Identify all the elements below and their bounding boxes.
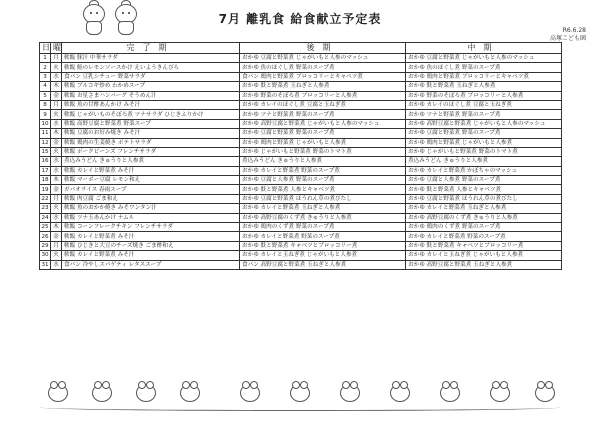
table-row bbox=[40, 119, 562, 128]
complete-stage-cell: 軟飯 魚のおかか焼き みそワンタン汁 bbox=[62, 204, 240, 213]
complete-stage-cell: 軟飯 高野豆腐と野菜煮 野菜スープ bbox=[62, 119, 240, 128]
middle-stage-cell: おかゆ 野菜のそぼろ煮 ブロッコリーと人参煮 bbox=[406, 91, 562, 100]
complete-stage-cell: 軟飯 カレイと野菜煮 みそ汁 bbox=[62, 232, 240, 241]
day-cell: 9 bbox=[40, 110, 51, 119]
table-row bbox=[40, 110, 562, 119]
late-stage-cell: おかゆ 鶏肉と野菜煮 じゃがいもと人参煮 bbox=[240, 138, 406, 147]
menu-table-body bbox=[40, 54, 562, 270]
weekday-cell: 木 bbox=[51, 223, 62, 232]
page-title: 7月 離乳食 給食献立予定表 bbox=[218, 12, 382, 26]
complete-stage-cell: 軟飯 ブルコギ炒め わかめスープ bbox=[62, 82, 240, 91]
late-stage-cell: おかゆ 麩と野菜煮 玉ねぎと人参煮 bbox=[240, 82, 406, 91]
day-cell: 24 bbox=[41, 214, 49, 221]
late-stage-cell: おかゆ 麩と野菜煮 キャベツとブロッコリー煮 bbox=[240, 241, 406, 250]
complete-stage-cell: 食パン 豆乳シチュー 野菜サラダ bbox=[62, 72, 240, 81]
late-stage-cell: おかゆ 鶏肉のくず煮 野菜のスープ煮 bbox=[240, 223, 406, 232]
late-stage-cell: おかゆ 豆腐と野菜煮 じゃがいもと人参のマッシュ bbox=[240, 54, 406, 63]
middle-stage-cell: おかゆ 麩と野菜煮 人参とキャベツ煮 bbox=[406, 185, 562, 194]
day-cell: 25 bbox=[41, 224, 49, 231]
weekday-cell: 月 bbox=[51, 194, 62, 203]
middle-stage-cell: おかゆ カレイと野菜煮 かぼちゃのマッシュ bbox=[406, 166, 562, 175]
header-complete-stage: 完了期 bbox=[62, 43, 240, 54]
late-stage-cell: おかゆ カレイのほぐし煮 豆腐と玉ねぎ煮 bbox=[240, 100, 406, 109]
weekday-cell: 金 bbox=[51, 232, 62, 241]
weekday-cell: 水 bbox=[51, 157, 62, 166]
table-row bbox=[40, 194, 562, 203]
weekday-cell: 金 bbox=[51, 185, 62, 194]
complete-stage-cell: ガパオライス 春雨スープ bbox=[62, 185, 240, 194]
complete-stage-cell: 軟飯 鶏肉の生姜焼き ポテトサラダ bbox=[62, 138, 240, 147]
late-stage-cell: おかゆ 麩と野菜煮 人参とキャベツ煮 bbox=[240, 185, 406, 194]
middle-stage-cell: おかゆ 豆腐と野菜煮 ほうれん草の煮びたし bbox=[406, 194, 562, 203]
late-stage-cell: 食パン 高野豆腐と野菜煮 玉ねぎと人参煮 bbox=[240, 260, 406, 269]
weekday-cell: 金 bbox=[51, 91, 62, 100]
animal-face-icon bbox=[535, 384, 555, 402]
complete-stage-cell: 食パン 冷やしスパゲティ レタススープ bbox=[62, 260, 240, 269]
organization-name: 高塚こども園 bbox=[549, 35, 586, 42]
day-cell: 18 bbox=[41, 177, 49, 184]
day-cell: 3 bbox=[40, 72, 51, 81]
animal-face-icon bbox=[290, 384, 310, 402]
middle-stage-cell: おかゆ 麩と野菜煮 玉ねぎと人参煮 bbox=[406, 82, 562, 91]
header-late-stage: 後期 bbox=[240, 43, 406, 54]
complete-stage-cell: 軟飯 マーボー豆腐 レモン和え bbox=[62, 176, 240, 185]
header-weekday: 曜 bbox=[51, 43, 62, 54]
weekday-cell: 水 bbox=[51, 166, 62, 175]
day-cell: 1 bbox=[40, 54, 51, 63]
table-row bbox=[40, 91, 562, 100]
complete-stage-cell: 軟飯 豆腐のお好み焼き みそ汁 bbox=[62, 129, 240, 138]
table-row bbox=[40, 260, 562, 269]
middle-stage-cell: おかゆ 鶏肉と野菜煮 じゃがいもと人参煮 bbox=[406, 138, 562, 147]
day-cell: 17 bbox=[41, 167, 49, 174]
late-stage-cell: 煮込みうどん きゅうりと人参煮 bbox=[240, 157, 406, 166]
weekday-cell: 水 bbox=[51, 119, 62, 128]
table-row bbox=[40, 138, 562, 147]
animal-face-icon bbox=[136, 384, 156, 402]
late-stage-cell: おかゆ 高野豆腐と野菜煮 じゃがいもと人参のマッシュ bbox=[240, 119, 406, 128]
weekday-cell: 火 bbox=[51, 110, 62, 119]
complete-stage-cell: 軟飯 鮭のレモンソースかけ えいようきんぴら bbox=[62, 63, 240, 72]
complete-stage-cell: 軟飯 カレイと野菜煮 みそ汁 bbox=[62, 166, 240, 175]
middle-stage-cell: おかゆ 鶏肉と野菜煮 ブロッコリーとキャベツ煮 bbox=[406, 72, 562, 81]
weekday-cell: 月 bbox=[51, 241, 62, 250]
weekday-cell: 金 bbox=[51, 138, 62, 147]
late-stage-cell: おかゆ 高野豆腐のくず煮 きゅうりと人参煮 bbox=[240, 213, 406, 222]
weekday-cell: 木 bbox=[51, 176, 62, 185]
table-row bbox=[40, 147, 562, 156]
weekday-cell: 火 bbox=[51, 147, 62, 156]
weekday-cell: 火 bbox=[51, 251, 62, 260]
weekday-cell: 水 bbox=[51, 213, 62, 222]
footer-decoration bbox=[40, 376, 560, 412]
animal-face-icon bbox=[92, 384, 112, 402]
animal-face-icon bbox=[490, 384, 510, 402]
middle-stage-cell: おかゆ 豆腐と野菜煮 じゃがいもと人参のマッシュ bbox=[406, 54, 562, 63]
document-meta bbox=[550, 27, 586, 43]
table-row bbox=[40, 232, 562, 241]
table-row bbox=[40, 204, 562, 213]
late-stage-cell: 食パン 鶏肉と野菜煮 ブロッコリーとキャベツ煮 bbox=[240, 72, 406, 81]
day-cell: 2 bbox=[40, 63, 51, 72]
wave-line-decoration bbox=[40, 404, 560, 411]
day-cell: 15 bbox=[41, 149, 49, 156]
day-cell: 4 bbox=[40, 82, 51, 91]
middle-stage-cell: おかゆ カレイと野菜煮 玉ねぎと人参煮 bbox=[406, 204, 562, 213]
animal-face-icon bbox=[390, 384, 410, 402]
middle-stage-cell: おかゆ 魚のほぐし煮 野菜のスープ煮 bbox=[406, 63, 562, 72]
middle-stage-cell: おかゆ 豆腐と人参煮 野菜のスープ煮 bbox=[406, 176, 562, 185]
late-stage-cell: おかゆ カレイと野菜煮 玉ねぎと人参煮 bbox=[240, 204, 406, 213]
middle-stage-cell: おかゆ カレイと玉ねぎ煮 じゃがいもと人参煮 bbox=[406, 251, 562, 260]
table-row bbox=[40, 241, 562, 250]
day-cell: 19 bbox=[41, 186, 49, 193]
late-stage-cell: おかゆ 豆腐と人参煮 野菜のスープ煮 bbox=[240, 176, 406, 185]
weekday-cell: 水 bbox=[51, 72, 62, 81]
table-row bbox=[40, 176, 562, 185]
weekday-cell: 火 bbox=[51, 63, 62, 72]
middle-stage-cell: おかゆ カレイと野菜煮 野菜のスープ煮 bbox=[406, 232, 562, 241]
middle-stage-cell: おかゆ 高野豆腐と野菜煮 玉ねぎと人参煮 bbox=[406, 260, 562, 269]
animal-face-icon bbox=[240, 384, 260, 402]
late-stage-cell: おかゆ 野菜のそぼろ煮 ブロッコリーと人参煮 bbox=[240, 91, 406, 100]
table-row bbox=[40, 129, 562, 138]
day-cell: 26 bbox=[41, 233, 49, 240]
late-stage-cell: おかゆ 豆腐と野菜煮 野菜のスープ煮 bbox=[240, 129, 406, 138]
table-row bbox=[40, 251, 562, 260]
complete-stage-cell: 軟飯 魚の甘酢あんかけ みそ汁 bbox=[62, 100, 240, 109]
weekday-cell: 水 bbox=[51, 260, 62, 269]
weekday-cell: 月 bbox=[51, 54, 62, 63]
day-cell: 23 bbox=[41, 205, 49, 212]
weekday-cell: 木 bbox=[51, 129, 62, 138]
table-row bbox=[40, 213, 562, 222]
complete-stage-cell: 軟飯 じゃがいものそぼろ煮 ツナサラダ ひじきふりかけ bbox=[62, 110, 240, 119]
table-row bbox=[40, 223, 562, 232]
weekday-cell: 月 bbox=[51, 100, 62, 109]
animal-face-icon bbox=[340, 384, 360, 402]
late-stage-cell: おかゆ じゃがいもと野菜煮 野菜のトマト煮 bbox=[240, 147, 406, 156]
table-row bbox=[40, 100, 562, 109]
day-cell: 31 bbox=[41, 261, 49, 268]
late-stage-cell: おかゆ カレイと玉ねぎ煮 じゃがいもと人参煮 bbox=[240, 251, 406, 260]
table-row bbox=[40, 63, 562, 72]
animal-face-icon bbox=[48, 384, 68, 402]
table-row bbox=[40, 82, 562, 91]
day-cell: 29 bbox=[41, 243, 49, 249]
weekday-cell: 木 bbox=[51, 82, 62, 91]
late-stage-cell: おかゆ カレイと野菜煮 野菜のスープ煮 bbox=[240, 232, 406, 241]
menu-table bbox=[39, 42, 562, 270]
table-row bbox=[40, 157, 562, 166]
table-header-row bbox=[40, 43, 562, 54]
day-cell: 16 bbox=[41, 158, 49, 165]
complete-stage-cell: 軟飯 肉豆腐 ごま和え bbox=[62, 194, 240, 203]
weekday-cell: 火 bbox=[51, 204, 62, 213]
complete-stage-cell: 軟飯 カレイと野菜煮 みそ汁 bbox=[62, 251, 240, 260]
late-stage-cell: おかゆ カレイと野菜煮 野菜のスープ煮 bbox=[240, 166, 406, 175]
middle-stage-cell: おかゆ 高野豆腐と野菜煮 じゃがいもと人参のマッシュ bbox=[406, 119, 562, 128]
issue-date: R6.6.28 bbox=[562, 27, 586, 34]
day-cell: 8 bbox=[40, 100, 51, 109]
middle-stage-cell: おかゆ 麩と野菜煮 キャベツとブロッコリー煮 bbox=[406, 241, 562, 250]
table-row bbox=[40, 185, 562, 194]
day-cell: 30 bbox=[41, 252, 49, 259]
day-cell: 22 bbox=[41, 196, 49, 203]
header-middle-stage: 中期 bbox=[406, 43, 562, 54]
animal-face-icon bbox=[440, 384, 460, 402]
table-row bbox=[40, 54, 562, 63]
middle-stage-cell: おかゆ 鶏肉のくず煮 野菜のスープ煮 bbox=[406, 223, 562, 232]
day-cell: 5 bbox=[40, 91, 51, 100]
middle-stage-cell: おかゆ 高野豆腐のくず煮 きゅうりと人参煮 bbox=[406, 213, 562, 222]
middle-stage-cell: おかゆ カレイのほぐし煮 豆腐と玉ねぎ煮 bbox=[406, 100, 562, 109]
day-cell: 12 bbox=[41, 139, 49, 146]
late-stage-cell: おかゆ 豆腐と野菜煮 ほうれん草の煮びたし bbox=[240, 194, 406, 203]
complete-stage-cell: 軟飯 お星さまハンバーグ そうめん汁 bbox=[62, 91, 240, 100]
animal-face-icon bbox=[180, 384, 200, 402]
complete-stage-cell: 煮込みうどん きゅうりと人参煮 bbox=[62, 157, 240, 166]
middle-stage-cell: おかゆ じゃがいもと野菜煮 野菜のトマト煮 bbox=[406, 147, 562, 156]
day-cell: 10 bbox=[41, 120, 49, 127]
middle-stage-cell: 煮込みうどん きゅうりと人参煮 bbox=[406, 157, 562, 166]
table-row bbox=[40, 166, 562, 175]
middle-stage-cell: おかゆ 豆腐と野菜煮 野菜のスープ煮 bbox=[406, 129, 562, 138]
complete-stage-cell: 軟飯 豚汁 中華サラダ bbox=[62, 54, 240, 63]
late-stage-cell: おかゆ 魚のほぐし煮 野菜のスープ煮 bbox=[240, 63, 406, 72]
complete-stage-cell: 軟飯 ポークビーンズ フレンチサラダ bbox=[62, 147, 240, 156]
complete-stage-cell: 軟飯 ツナ玉あんかけ ナムル bbox=[62, 213, 240, 222]
table-row bbox=[40, 72, 562, 81]
complete-stage-cell: 軟飯 コーンフレークチキン フレンチサラダ bbox=[62, 223, 240, 232]
day-cell: 11 bbox=[41, 130, 49, 137]
complete-stage-cell: 軟飯 ひじきと大豆のチーズ焼き ごま酢和え bbox=[62, 241, 240, 250]
late-stage-cell: おかゆ ツナと野菜煮 野菜のスープ煮 bbox=[240, 110, 406, 119]
header-day: 日 bbox=[40, 43, 51, 54]
middle-stage-cell: おかゆ ツナと野菜煮 野菜のスープ煮 bbox=[406, 110, 562, 119]
